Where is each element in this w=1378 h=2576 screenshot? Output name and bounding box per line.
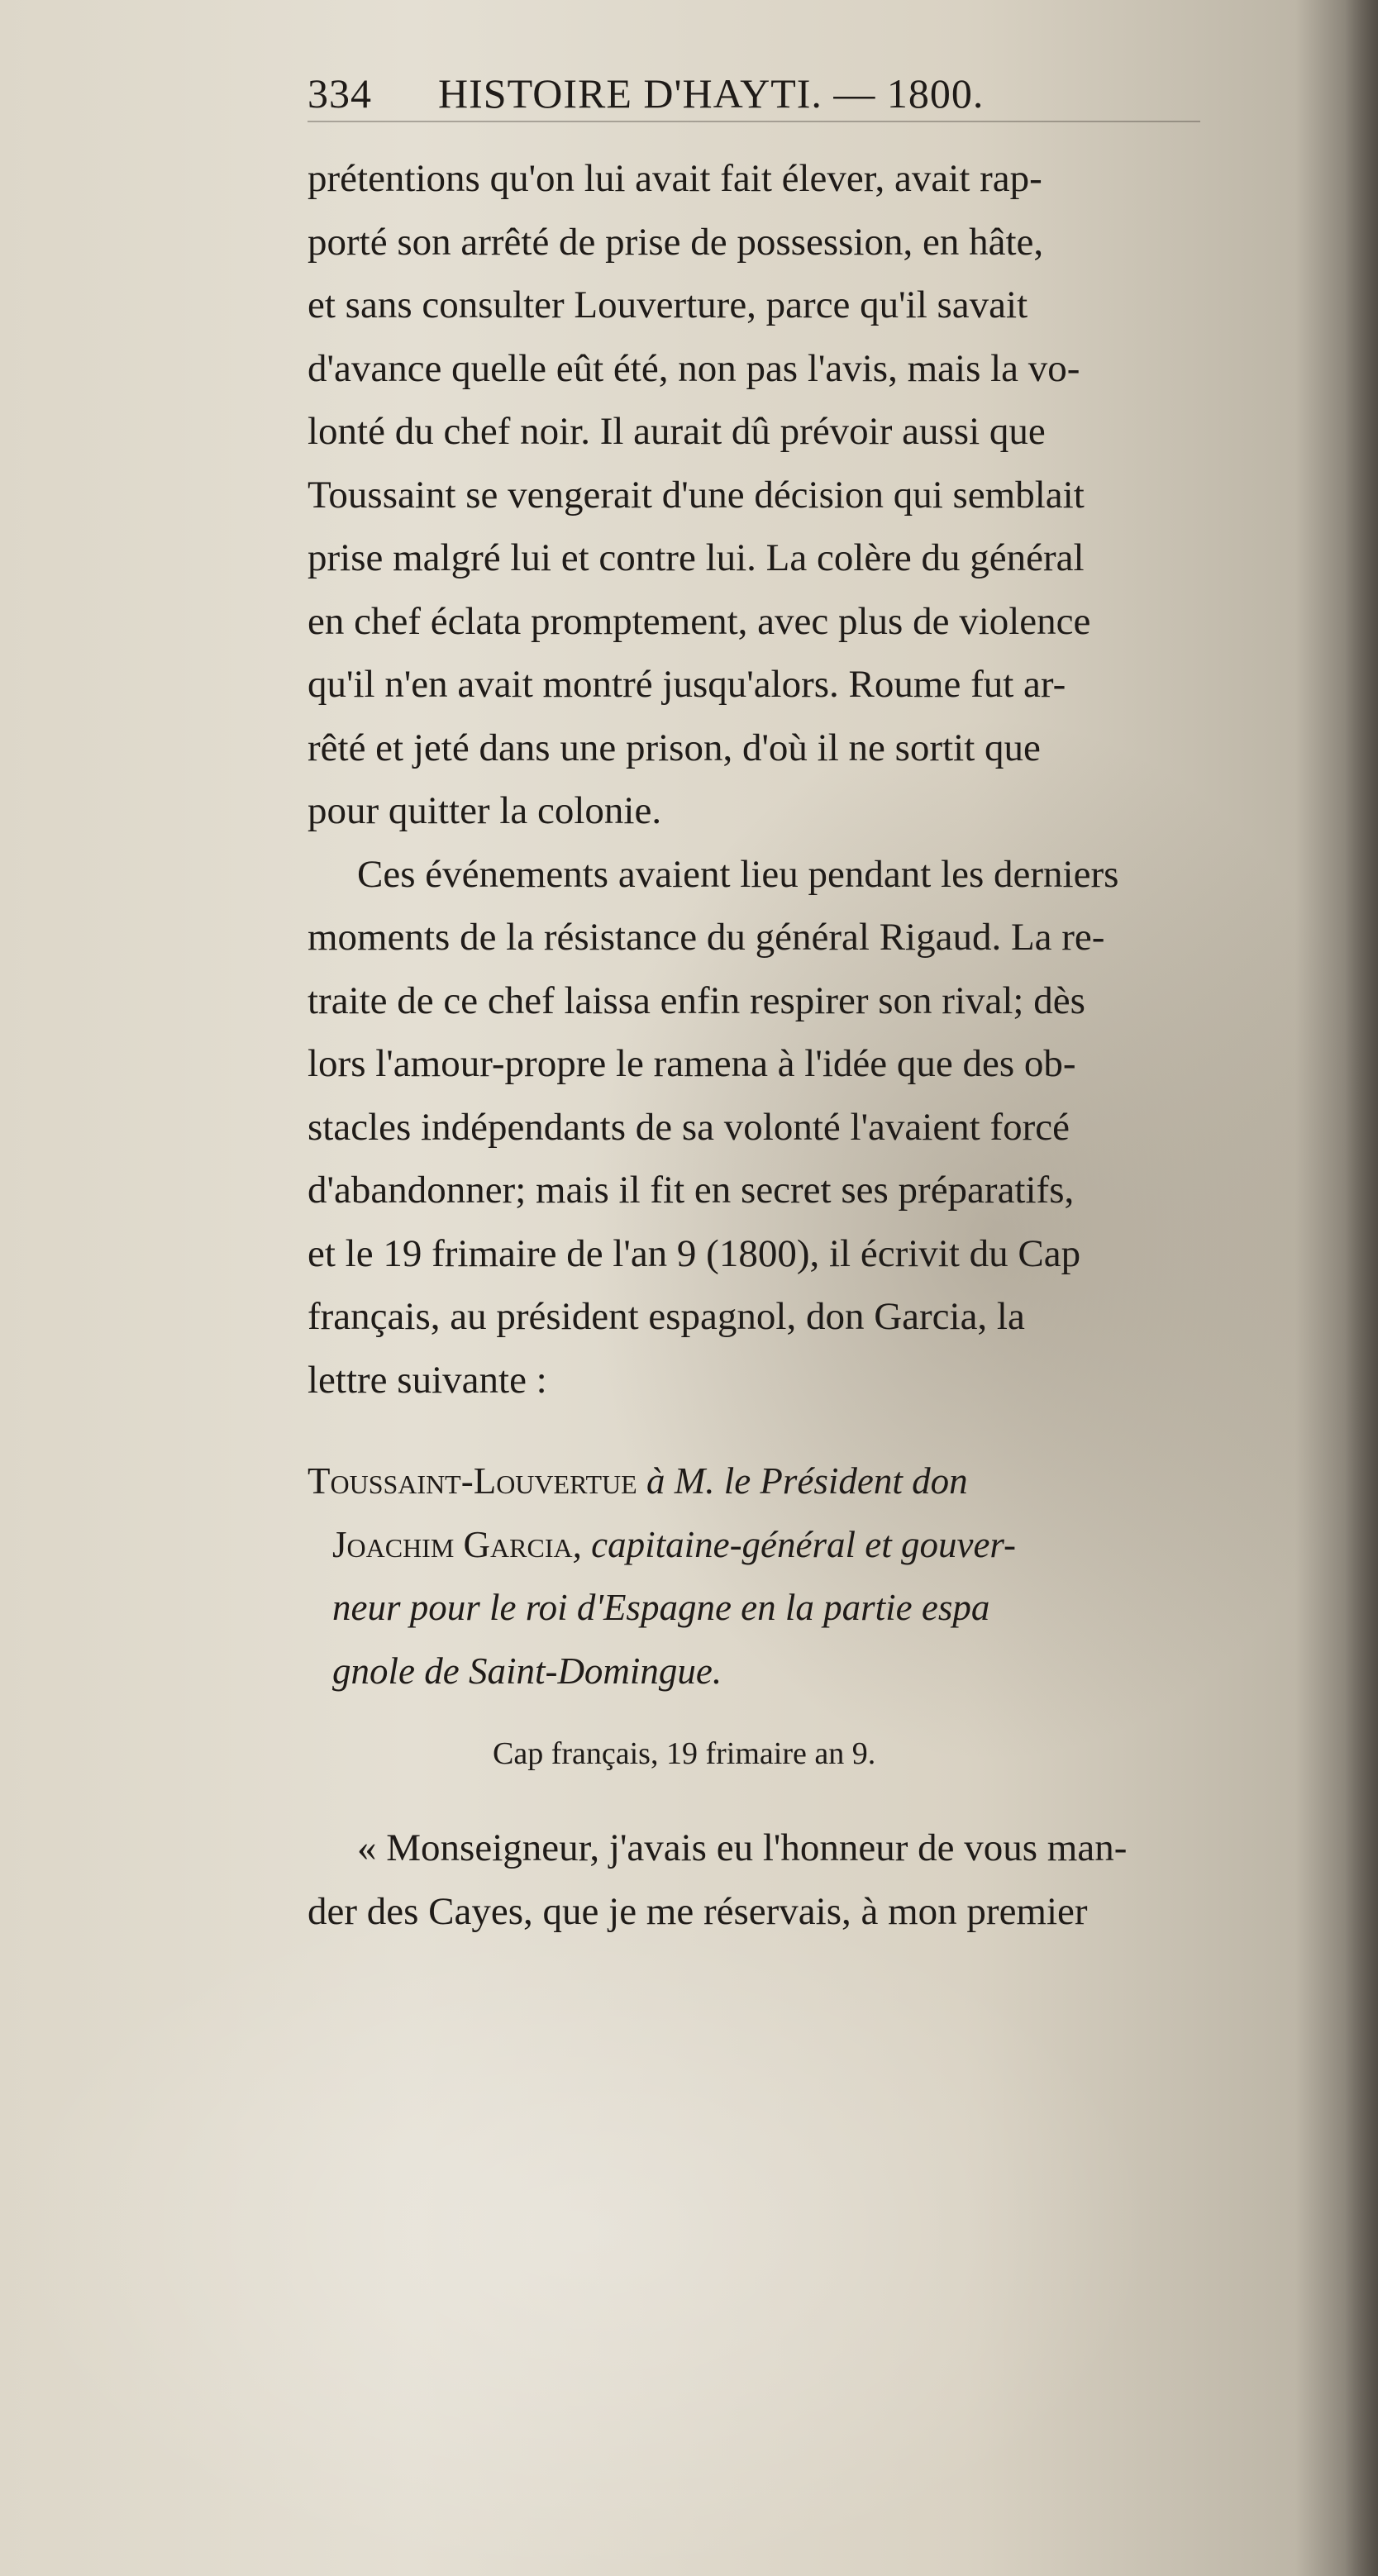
text-line: et le 19 frimaire de l'an 9 (1800), il écrivit du Cap	[308, 1231, 1081, 1275]
letter-heading-line	[308, 1450, 1351, 1513]
spacer	[308, 1778, 1351, 1817]
text-line: stacles indépendants de sa volonté l'avaient forcé	[308, 1105, 1070, 1149]
text-line: en chef éclata promptement, avec plus de violence	[308, 599, 1091, 643]
text-line: porté son arrêté de prise de possession, en hâte,	[308, 220, 1044, 264]
text-line: rêté et jeté dans une prison, d'où il ne sortit que	[308, 726, 1041, 769]
running-head	[308, 64, 1200, 122]
text-line: d'avance quelle eût été, non pas l'avis, mais la vo-	[308, 346, 1080, 390]
letter-opening	[308, 1817, 1351, 1943]
text-line: pour quitter la colonie.	[308, 789, 662, 832]
text-line: Ces événements avaient lieu pendant les derniers	[357, 852, 1119, 896]
text-line: qu'il n'en avait montré jusqu'alors. Roume fut ar-	[308, 663, 1066, 706]
text-line: et sans consulter Louverture, parce qu'il savait	[308, 283, 1028, 326]
spacer	[308, 1702, 1351, 1729]
spacer	[308, 1412, 1351, 1450]
letter-dateline: Cap français, 19 frimaire an 9.	[493, 1736, 876, 1771]
text-line: der des Cayes, que je me réservais, à mon premier	[308, 1889, 1088, 1933]
text-line: d'abandonner; mais il fit en secret ses préparatifs,	[308, 1169, 1075, 1212]
text-line: traite de ce chef laissa enfin respirer son rival; dès	[308, 978, 1085, 1022]
text-line: lors l'amour-propre le ramena à l'idée que des ob-	[308, 1042, 1076, 1085]
letter-heading-line	[308, 1513, 1351, 1577]
letter-recipient-title: , capitaine-général et gouver-	[572, 1523, 1017, 1565]
running-title: HISTOIRE D'HAYTI. — 1800.	[438, 70, 985, 117]
text-line: moments de la résistance du général Rigaud. La re-	[308, 916, 1105, 959]
letter-author: Toussaint-Louvertue	[308, 1460, 637, 1502]
text-line: lettre suivante :	[308, 1358, 547, 1402]
letter-heading-line: gnole de Saint-Domingue.	[332, 1650, 722, 1692]
letter-heading-line: neur pour le roi d'Espagne en la partie espa	[332, 1587, 990, 1628]
text-line: Toussaint se vengerait d'une décision qui semblait	[308, 473, 1085, 517]
text-line: français, au président espagnol, don Garcia, la	[308, 1295, 1025, 1338]
letter-addressee-prefix: à M. le Président don	[646, 1460, 968, 1502]
text-line: « Monseigneur, j'avais eu l'honneur de vous man-	[357, 1826, 1128, 1869]
text-line: lonté du chef noir. Il aurait dû prévoir aussi que	[308, 410, 1046, 453]
paragraph-1	[308, 147, 1351, 843]
body-text	[308, 147, 1351, 1943]
paragraph-2	[308, 843, 1351, 1412]
text-line: prétentions qu'on lui avait fait élever, avait rap-	[308, 157, 1042, 200]
letter-recipient: Joachim Garcia	[332, 1523, 573, 1565]
letter-heading	[308, 1450, 1351, 1702]
page-number: 334	[308, 70, 372, 117]
header-rule	[308, 121, 1200, 122]
text-line: prise malgré lui et contre lui. La colère du général	[308, 536, 1085, 579]
